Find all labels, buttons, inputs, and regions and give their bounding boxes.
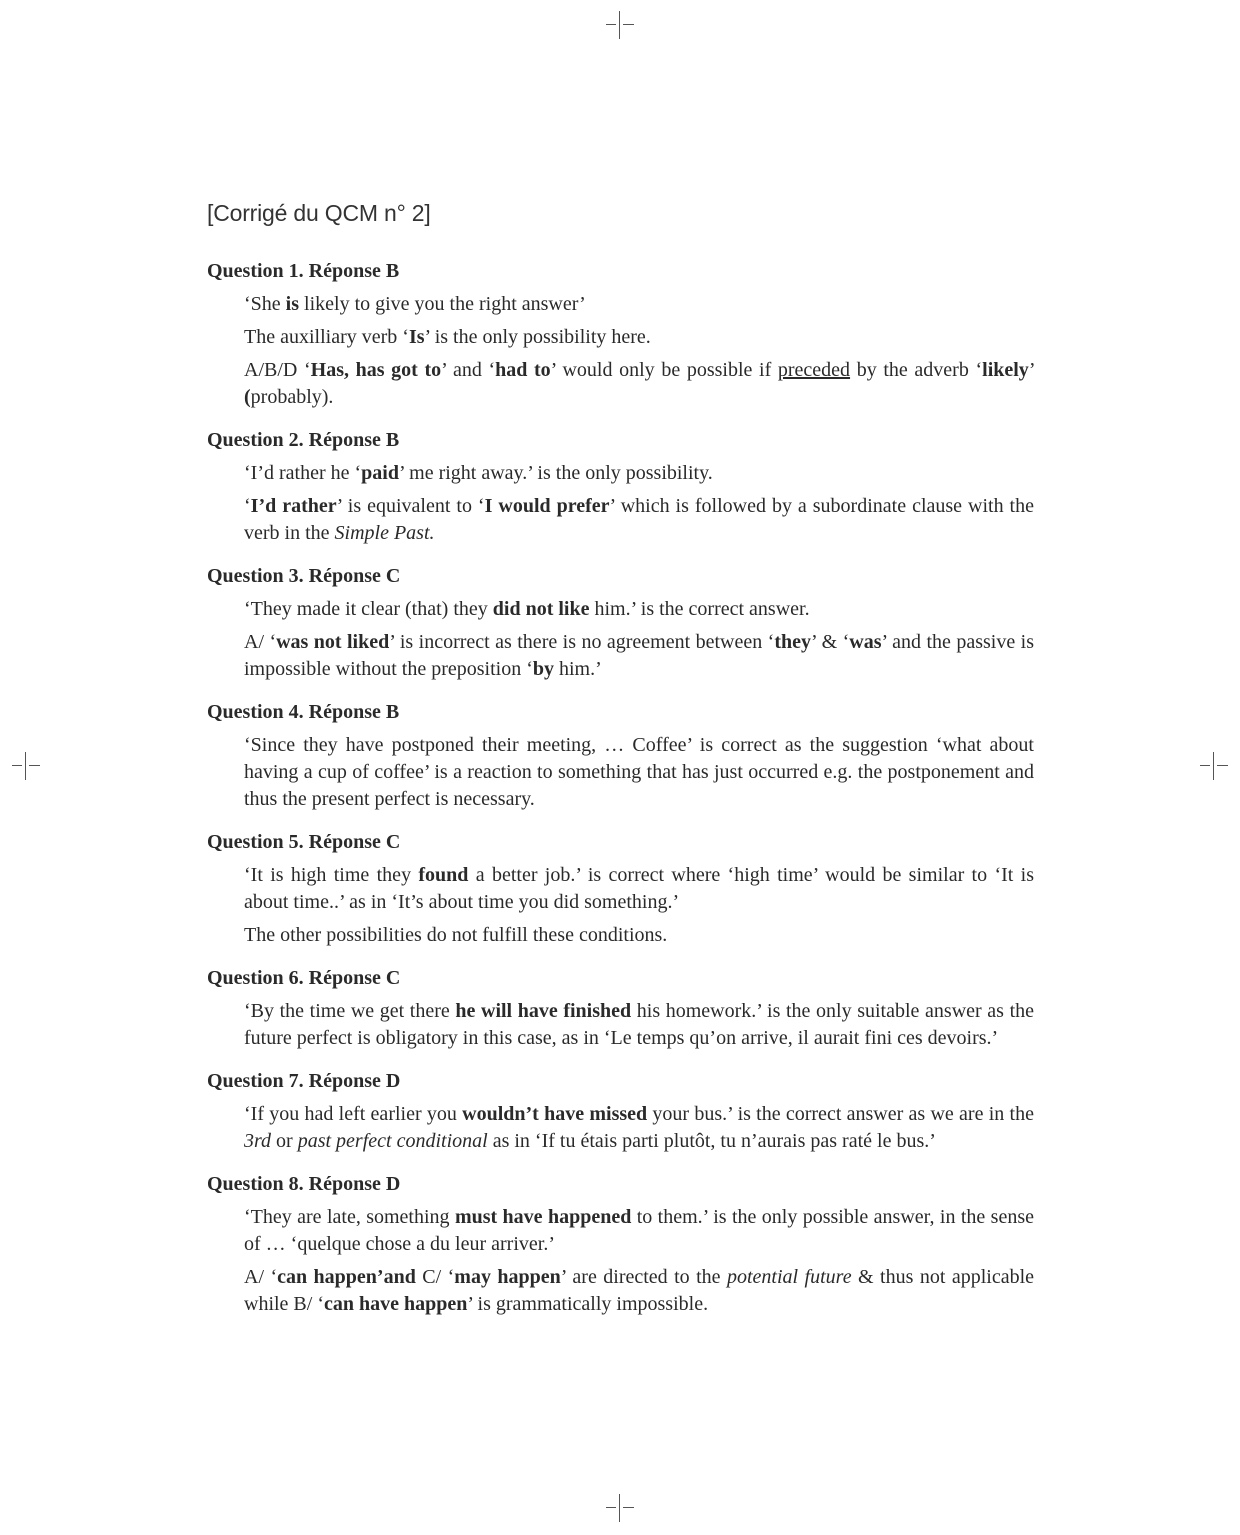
- text-run: likely to give you the right answer’: [299, 293, 586, 315]
- answer-explanation: [244, 629, 1034, 683]
- text-run: ’ would only be possible if: [550, 359, 778, 381]
- text-run: ’ are directed to the: [560, 1266, 727, 1288]
- answer-explanation: [244, 732, 1034, 813]
- question-heading: Question 4. Réponse B: [207, 701, 400, 723]
- text-run: ‘It is high time they: [244, 864, 419, 886]
- question-block: [207, 564, 1034, 683]
- answer-key: [207, 200, 1034, 1335]
- answer-explanation: [244, 460, 1034, 487]
- bold-text: was not liked: [276, 631, 390, 653]
- text-run: ’ is the only possibility here.: [424, 326, 651, 348]
- question-heading: Question 8. Réponse D: [207, 1173, 401, 1195]
- text-run: C/ ‘: [415, 1266, 455, 1288]
- bold-text: I would prefer: [484, 495, 610, 517]
- text-run: ’ & ‘: [811, 631, 850, 653]
- text-run: ’ which is followed by a subordinate clause with the verb in the: [244, 495, 1034, 544]
- bold-text: they: [774, 631, 812, 653]
- text-run: The other possibilities do not fulfill these conditions.: [244, 924, 668, 946]
- answer-explanation: [244, 493, 1034, 547]
- question-heading: Question 2. Réponse B: [207, 429, 400, 451]
- bold-text: Has, has got to: [310, 359, 442, 381]
- crop-mark-icon: [1200, 752, 1228, 780]
- answer-explanation: [244, 1204, 1034, 1258]
- question-block: [207, 830, 1034, 949]
- text-run: ‘: [244, 495, 251, 517]
- answer-explanation: [244, 596, 1034, 623]
- underlined-text: preceded: [777, 359, 851, 381]
- answer-explanation: [244, 1101, 1034, 1155]
- question-heading: Question 3. Réponse C: [207, 565, 401, 587]
- question-block: [207, 428, 1034, 547]
- answer-explanation: [244, 291, 1034, 318]
- text-run: as in ‘If tu étais parti plutôt, tu n’aurais pas raté le bus.’: [487, 1130, 936, 1152]
- text-run: or: [271, 1130, 298, 1152]
- crop-mark-icon: [12, 752, 40, 780]
- question-block: [207, 700, 1034, 813]
- text-run: ‘She: [244, 293, 286, 315]
- text-run: him.’: [554, 658, 602, 680]
- text-run: ‘Since they have postponed their meeting, … Coffee’ is correct as the suggestion ‘what about having a cup of coffee’ is a reaction to something that has just occurred e.g. the postponement and thus the present perfect is necessary.: [244, 734, 1034, 810]
- bold-text: likely: [982, 359, 1029, 381]
- text-run: & thus not applicable while B/ ‘: [244, 1266, 1035, 1315]
- italic-text: Simple Past.: [334, 522, 435, 544]
- text-run: ‘I’d rather he ‘: [244, 462, 362, 484]
- bold-text: by: [532, 658, 554, 680]
- question-block: [207, 1069, 1034, 1155]
- text-run: your bus.’ is the correct answer as we are in the: [647, 1103, 1034, 1125]
- bold-text: must have happened: [454, 1206, 632, 1228]
- bold-text: may happen: [454, 1266, 561, 1288]
- question-list: [207, 259, 1034, 1318]
- text-run: ‘If you had left earlier you: [244, 1103, 463, 1125]
- question-block: [207, 966, 1034, 1052]
- bold-text: was: [849, 631, 882, 653]
- bold-text: can happen’and: [277, 1266, 416, 1288]
- answer-explanation: [244, 357, 1034, 411]
- crop-mark-icon: [606, 11, 634, 39]
- question-heading: Question 5. Réponse C: [207, 831, 401, 853]
- text-run: ’ is grammatically impossible.: [467, 1293, 709, 1315]
- bold-text: he will have finished: [455, 1000, 632, 1022]
- bold-text: can have happen: [324, 1293, 468, 1315]
- text-run: ‘By the time we get there: [244, 1000, 456, 1022]
- text-run: A/ ‘: [244, 1266, 278, 1288]
- text-run: A/B/D ‘: [244, 359, 311, 381]
- text-run: to them.’ is the only possible answer, in the sense of … ‘quelque chose a du leur arriver.’: [244, 1206, 1034, 1255]
- text-run: A/ ‘: [244, 631, 277, 653]
- answer-explanation: [244, 922, 1034, 949]
- bold-text: I’d rather: [250, 495, 337, 517]
- question-heading: Question 7. Réponse D: [207, 1070, 401, 1092]
- text-run: a better job.’ is correct where ‘high time’ would be similar to ‘It is about time..’ as in ‘It’s about time you did something.’: [244, 864, 1034, 913]
- bold-text: (: [244, 386, 251, 408]
- italic-text: potential future: [727, 1266, 852, 1288]
- question-heading: Question 1. Réponse B: [207, 260, 400, 282]
- bold-text: is: [285, 293, 300, 315]
- crop-mark-icon: [606, 1494, 634, 1522]
- answer-explanation: [244, 862, 1034, 916]
- question-block: [207, 1172, 1034, 1318]
- question-heading: Question 6. Réponse C: [207, 967, 401, 989]
- text-run: ’ is equivalent to ‘: [336, 495, 485, 517]
- text-run: by the adverb ‘: [850, 359, 983, 381]
- text-run: him.’ is the correct answer.: [589, 598, 810, 620]
- text-run: ’ and ‘: [441, 359, 496, 381]
- answer-explanation: [244, 998, 1034, 1052]
- bold-text: wouldn’t have missed: [462, 1103, 648, 1125]
- text-run: ‘They made it clear (that) they: [244, 598, 493, 620]
- answer-explanation: [244, 324, 1034, 351]
- bold-text: did not like: [492, 598, 590, 620]
- text-run: ‘They are late, something: [244, 1206, 455, 1228]
- italic-text: past perfect conditional: [297, 1130, 488, 1152]
- bold-text: had to: [495, 359, 551, 381]
- bold-text: found: [418, 864, 469, 886]
- text-run: his homework.’ is the only suitable answer as the future perfect is obligatory in this case, as in ‘Le temps qu’on arrive, il aurait fini ces devoirs.’: [244, 1000, 1034, 1049]
- page-title: [Corrigé du QCM n° 2]: [207, 200, 431, 226]
- answer-explanation: [244, 1264, 1034, 1318]
- text-run: ’ me right away.’ is the only possibility.: [398, 462, 713, 484]
- text-run: The auxilliary verb ‘: [244, 326, 409, 348]
- text-run: ’: [1028, 359, 1034, 381]
- bold-text: Is: [408, 326, 425, 348]
- italic-text: 3rd: [244, 1130, 272, 1152]
- bold-text: paid: [361, 462, 399, 484]
- question-block: [207, 259, 1034, 411]
- text-run: probably).: [250, 386, 334, 408]
- text-run: ’ is incorrect as there is no agreement between ‘: [389, 631, 775, 653]
- text-run: ’ and the passive is impossible without the preposition ‘: [244, 631, 1034, 680]
